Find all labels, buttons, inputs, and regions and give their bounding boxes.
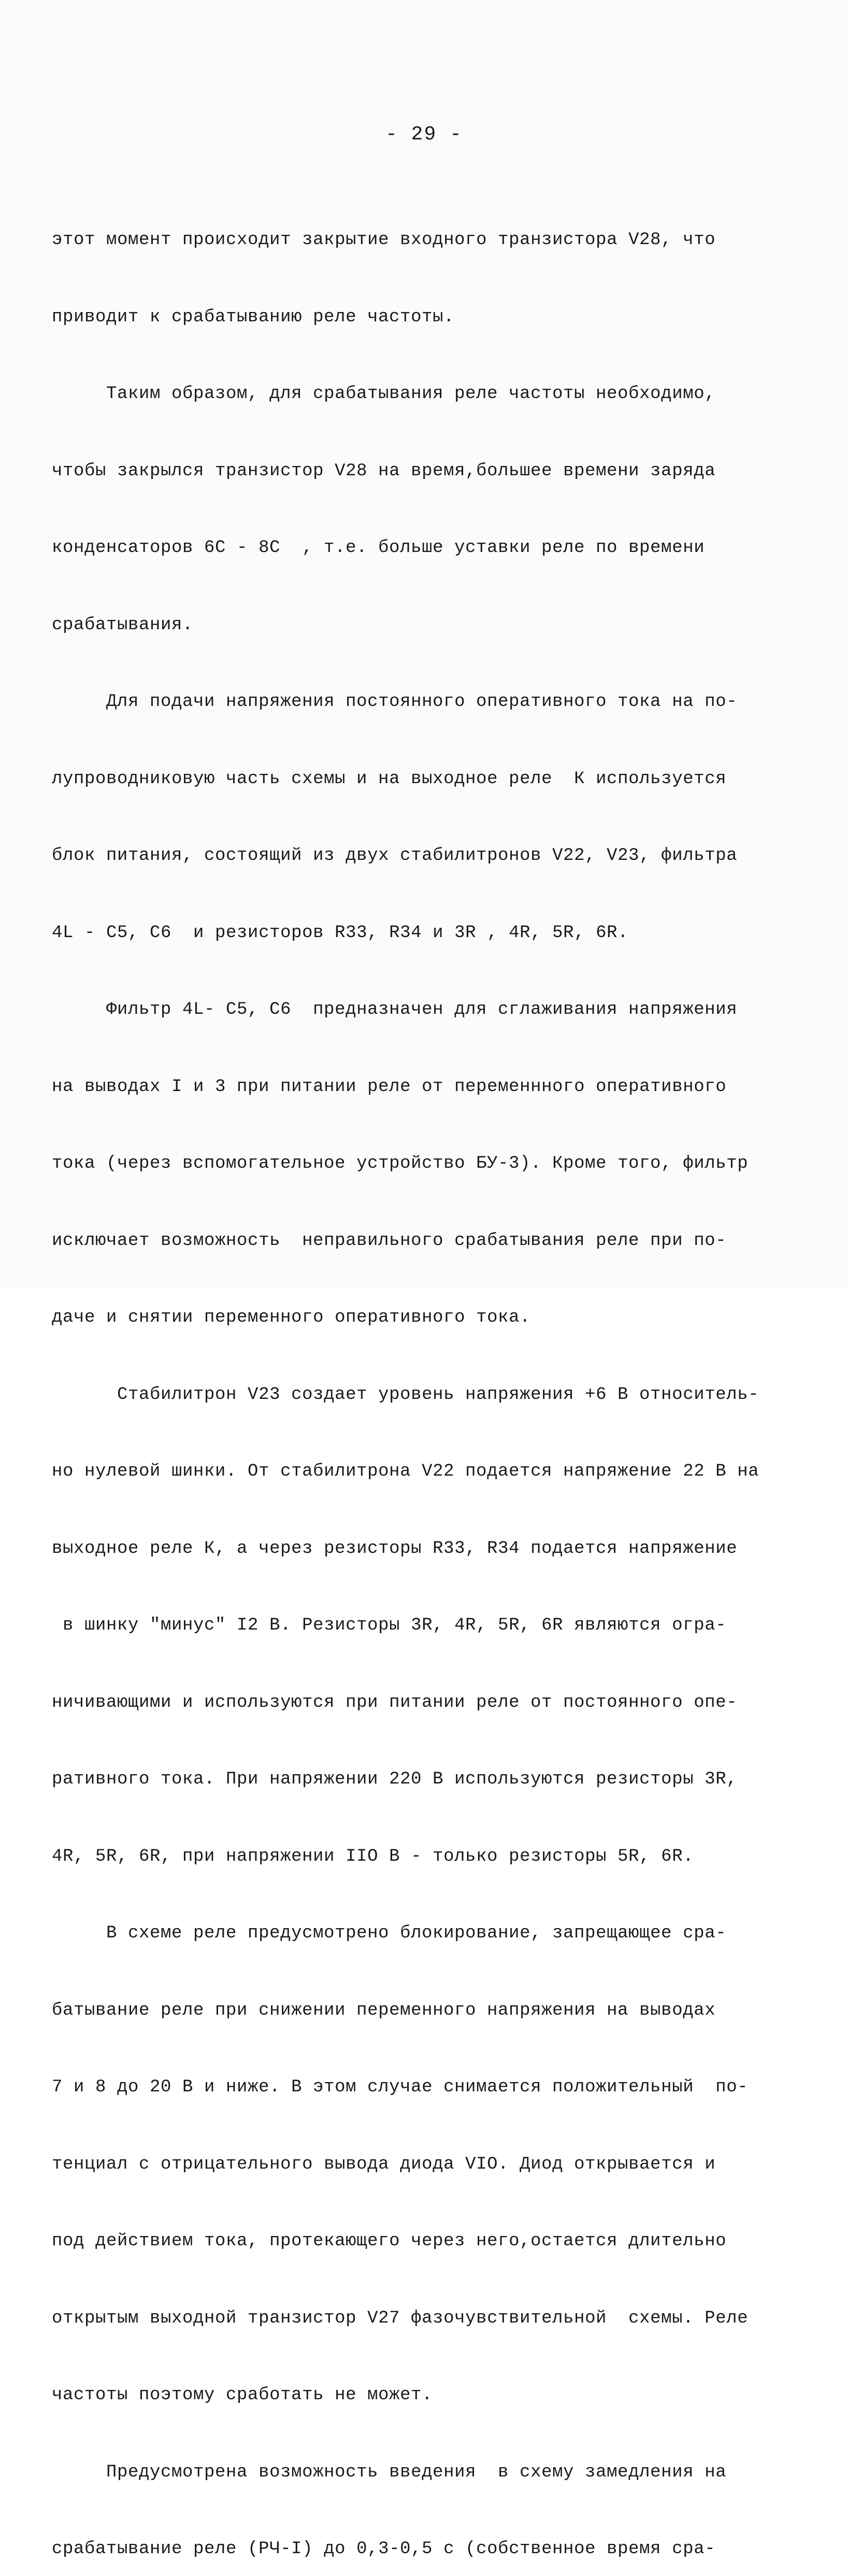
text-line: чтобы закрылся транзистор V28 на время,большее времени заряда [52, 461, 716, 481]
body-text [52, 176, 759, 2576]
text-line: Таким образом, для срабатывания реле частоты необходимо, [52, 384, 716, 404]
text-line: срабатывание реле (РЧ-I) до 0,3-0,5 с (собственное время сра- [52, 2539, 716, 2559]
page-number: - 29 - [385, 123, 463, 146]
text-line: но нулевой шинки. От стабилитрона V22 подается напряжение 22 В на [52, 1462, 759, 1481]
text-line: ративного тока. При напряжении 220 В используются резисторы 3R, [52, 1770, 738, 1789]
text-line: блок питания, состоящий из двух стабилитронов V22, V23, фильтра [52, 846, 738, 866]
text-line: Предусмотрена возможность введения в схему замедления на [52, 2462, 727, 2482]
text-line: батывание реле при снижении переменного напряжения на выводах [52, 2000, 716, 2020]
text-line: срабатывания. [52, 615, 194, 635]
text-line: на выводах I и 3 при питании реле от переменнного оперативного [52, 1077, 727, 1097]
text-line: приводит к срабатыванию реле частоты. [52, 307, 455, 327]
text-line: лупроводниковую часть схемы и на выходное реле К используется [52, 769, 727, 789]
text-line: выходное реле К, а через резисторы R33, R34 подается напряжение [52, 1538, 738, 1559]
text-line: под действием тока, протекающего через него,остается длительно [52, 2231, 727, 2251]
text-line: ничивающими и используются при питании реле от постоянного опе- [52, 1692, 738, 1712]
text-line: частоты поэтому сработать не может. [52, 2385, 433, 2405]
text-line: конденсаторов 6C - 8C , т.е. больше уставки реле по времени [52, 538, 705, 558]
text-line: В схеме реле предусмотрено блокирование, запрещающее сра- [52, 1923, 727, 1943]
text-line: Для подачи напряжения постоянного оперативного тока на по- [52, 692, 738, 712]
text-line: открытым выходной транзистор V27 фазочувствительной схемы. Реле [52, 2308, 749, 2328]
text-line: в шинку "минус" I2 В. Резисторы 3R, 4R, 5R, 6R являются огра- [52, 1616, 727, 1635]
text-line: Стабилитрон V23 создает уровень напряжения +6 В относитель- [52, 1384, 759, 1405]
text-line: 4R, 5R, 6R, при напряжении IIO В - только резисторы 5R, 6R. [52, 1846, 694, 1866]
text-line: 7 и 8 до 20 В и ниже. В этом случае снимается положительный по- [52, 2077, 749, 2097]
text-line: этот момент происходит закрытие входного транзистора V28, что [52, 230, 716, 250]
text-line: тока (через вспомогательное устройство БУ-3). Кроме того, фильтр [52, 1154, 749, 1173]
text-line: 4L - C5, C6 и резисторов R33, R34 и 3R , 4R, 5R, 6R. [52, 923, 629, 943]
text-line: Фильтр 4L- C5, C6 предназначен для сглаживания напряжения [52, 1000, 738, 1020]
text-line: тенциал с отрицательного вывода диода VIO. Диод открывается и [52, 2154, 716, 2174]
text-line: даче и снятии переменного оперативного тока. [52, 1308, 531, 1327]
text-line: исключает возможность неправильного срабатывания реле при по- [52, 1230, 727, 1251]
